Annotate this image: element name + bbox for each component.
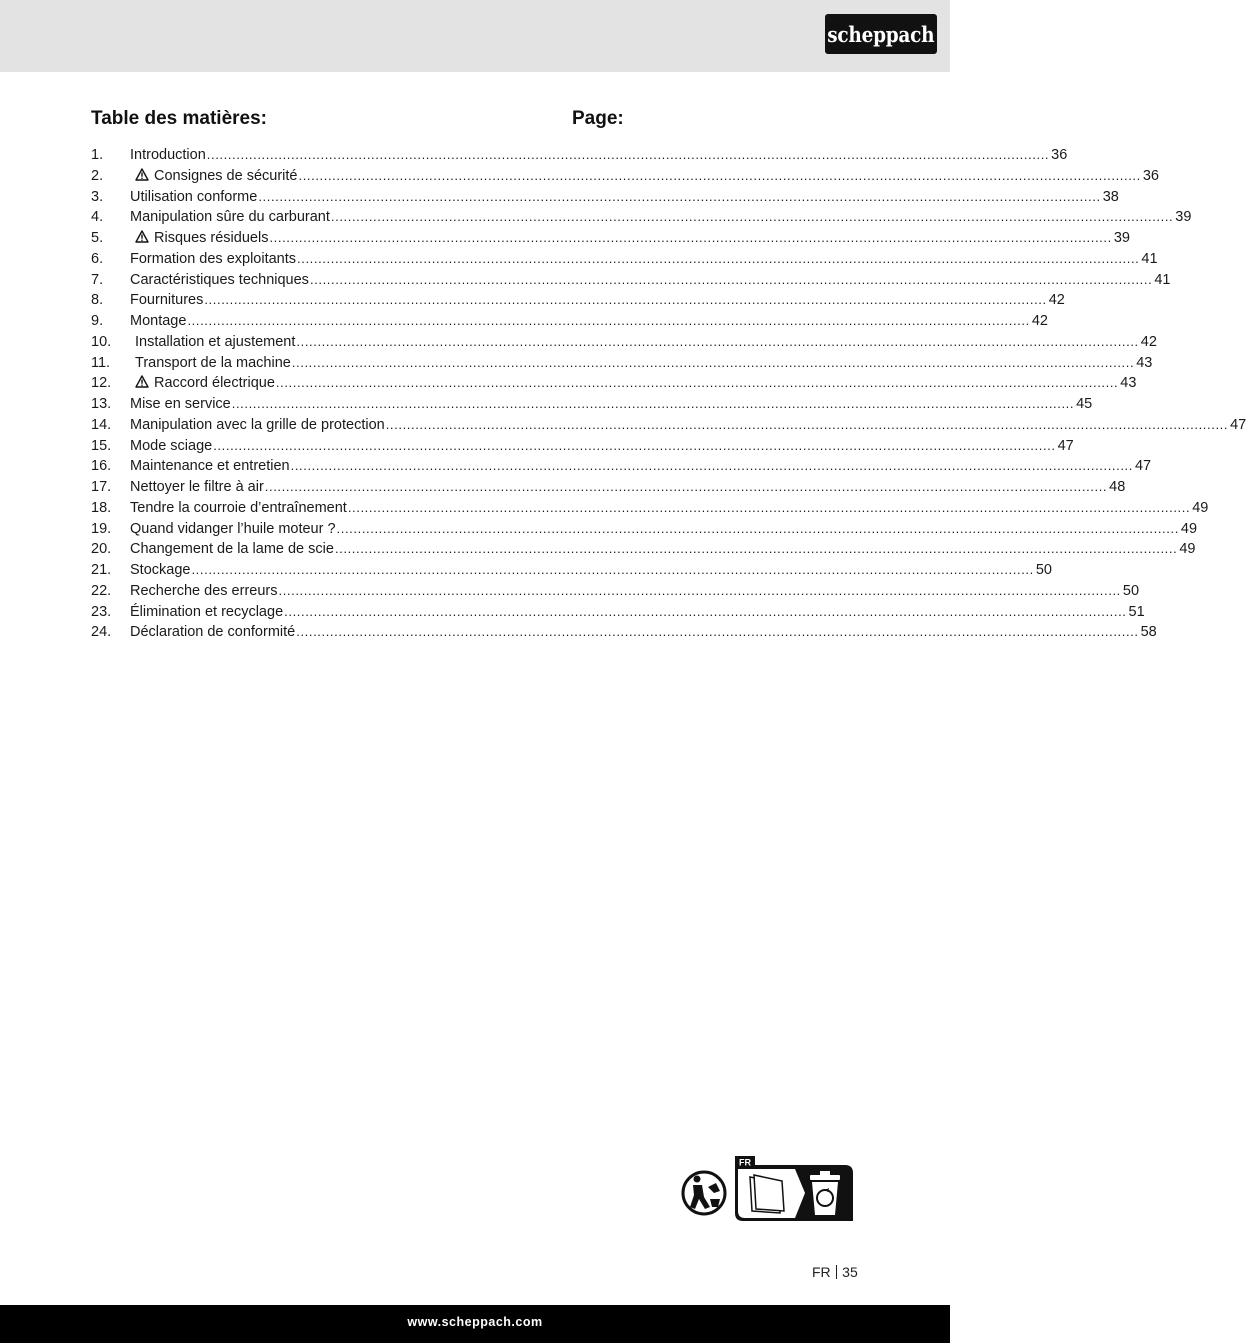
- toc-leader-dots: ........................................................................................................................................................................................................: [264, 479, 1108, 494]
- toc-leader-dots: ........................................................................................................................................................................................................: [187, 313, 1030, 328]
- toc-entry-number: 6.: [91, 250, 104, 267]
- toc-entry-label-text: Élimination et recyclage: [130, 603, 284, 620]
- toc-entry-label: [130, 436, 213, 457]
- toc-entry-number: 2.: [91, 167, 104, 184]
- toc-entry[interactable]: [91, 560, 1052, 581]
- toc-entry-page: 43: [1136, 354, 1153, 371]
- toc-entry-label: [130, 332, 296, 353]
- toc-leader-dots: ........................................................................................................................................................................................................: [269, 230, 1112, 245]
- toc-entry-label-text: Nettoyer le filtre à air: [130, 479, 264, 495]
- toc-entry-label-text: Caractéristiques techniques: [130, 271, 309, 288]
- toc-entry-label: [130, 602, 284, 623]
- toc-entry-number: 21.: [91, 562, 112, 578]
- toc-leader-dots: ........................................................................................................................................................................................................: [334, 541, 1178, 557]
- toc-entry[interactable]: [91, 519, 1198, 540]
- website-link[interactable]: www.scheppach.com: [407, 1315, 543, 1329]
- toc-entry-label: [130, 373, 276, 394]
- toc-entry-label-text: Tendre la courroie d’entraînement: [130, 499, 347, 516]
- toc-entry-number: 9.: [91, 313, 104, 329]
- toc-entry[interactable]: [91, 290, 1065, 311]
- toc-entry-number: 8.: [91, 292, 104, 309]
- toc-entry-label-text: Recherche des erreurs: [130, 582, 278, 599]
- toc-entry-page: 43: [1120, 375, 1137, 392]
- scheppach-logo: [825, 14, 937, 54]
- toc-entry[interactable]: [91, 498, 1209, 519]
- toc-entry-label: [130, 311, 187, 332]
- toc-entry-label: [130, 270, 310, 291]
- toc-list: [91, 145, 1246, 643]
- toc-leader-dots: ........................................................................................................................................................................................................: [258, 188, 1101, 204]
- toc-title: Table des matières:: [91, 108, 268, 129]
- toc-entry-label-text: Montage: [130, 313, 187, 329]
- toc-leader-dots: ........................................................................................................................................................................................................: [297, 250, 1140, 266]
- toc-entry[interactable]: [91, 539, 1196, 560]
- toc-entry[interactable]: [91, 145, 1068, 166]
- toc-entry-label-text: Mode sciage: [130, 437, 213, 454]
- toc-leader-dots: ........................................................................................................................................................................................................: [336, 520, 1179, 536]
- toc-leader-dots: ........................................................................................................................................................................................................: [330, 209, 1174, 225]
- toc-entry-page: 47: [1230, 416, 1246, 433]
- toc-entry-label-text: Risques résiduels: [154, 230, 269, 246]
- toc-entry-number: 10.: [91, 333, 112, 350]
- toc-entry-label: [130, 456, 291, 477]
- toc-entry-page: 41: [1154, 271, 1171, 288]
- toc-leader-dots: ........................................................................................................................................................................................................: [278, 582, 1121, 598]
- toc-entry-label-text: Manipulation avec la grille de protection: [130, 416, 385, 433]
- toc-leader-dots: ........................................................................................................................................................................................................: [298, 167, 1141, 183]
- country-tag: FR: [739, 1157, 751, 1168]
- footer-separator: [836, 1265, 838, 1279]
- toc-entry-label-text: Consignes de sécurité: [154, 167, 298, 184]
- toc-entry-page: 41: [1141, 250, 1158, 267]
- toc-entry-label-text: Manipulation sûre du carburant: [130, 209, 330, 226]
- toc-entry-number: 5.: [91, 230, 104, 246]
- recycling-bin-icon: [810, 1171, 840, 1215]
- toc-entry-number: 17.: [91, 479, 112, 495]
- toc-entry[interactable]: [91, 477, 1126, 498]
- toc-entry-page: 58: [1140, 624, 1157, 641]
- toc-entry-number: 1.: [91, 147, 104, 163]
- toc-entry-page: 38: [1102, 188, 1119, 205]
- toc-entry-label: [130, 290, 204, 311]
- toc-header: [91, 108, 631, 134]
- toc-entry-number: 24.: [91, 624, 112, 641]
- warning-icon: [135, 230, 149, 243]
- toc-entry-label: [130, 560, 191, 581]
- toc-entry[interactable]: [91, 187, 1119, 208]
- warning-icon: [135, 375, 149, 388]
- toc-entry-number: 4.: [91, 209, 104, 226]
- toc-entry[interactable]: [91, 602, 1145, 623]
- toc-entry-label-text: Fournitures: [130, 292, 204, 309]
- toc-leader-dots: ........................................................................................................................................................................................................: [231, 396, 1075, 411]
- toc-entry[interactable]: [91, 456, 1152, 477]
- toc-entry-page: 47: [1134, 458, 1152, 475]
- toc-leader-dots: ........................................................................................................................................................................................................: [204, 292, 1047, 308]
- toc-entry-page: 45: [1076, 396, 1093, 412]
- toc-entry-label-text: Utilisation conforme: [130, 188, 258, 205]
- toc-page-column-header: Page:: [572, 108, 624, 129]
- toc-entry[interactable]: [91, 332, 1157, 353]
- toc-entry-label: [130, 415, 386, 436]
- toc-entry[interactable]: [91, 207, 1192, 228]
- toc-leader-dots: ........................................................................................................................................................................................................: [296, 624, 1139, 640]
- toc-entry-number: 15.: [91, 437, 112, 454]
- toc-entry-label: [130, 477, 265, 498]
- toc-entry-page: 49: [1192, 499, 1209, 516]
- toc-entry-label: [130, 249, 297, 270]
- toc-entry-page: 50: [1122, 582, 1140, 599]
- toc-entry[interactable]: [91, 311, 1048, 332]
- toc-leader-dots: ........................................................................................................................................................................................................: [290, 458, 1133, 474]
- toc-entry-page: 49: [1180, 520, 1198, 537]
- toc-entry-label: [130, 145, 207, 166]
- logo-text: scheppach: [827, 21, 935, 47]
- toc-entry-label: [130, 519, 337, 540]
- toc-leader-dots: ........................................................................................................................................................................................................: [291, 354, 1135, 370]
- toc-leader-dots: ........................................................................................................................................................................................................: [296, 333, 1139, 349]
- toc-entry-label-text: Quand vidanger l’huile moteur ?: [130, 520, 336, 537]
- recycling-label: [680, 1155, 855, 1225]
- toc-entry-label-text: Raccord électrique: [154, 375, 275, 392]
- toc-entry[interactable]: [91, 622, 1157, 643]
- toc-leader-dots: ........................................................................................................................................................................................................: [206, 147, 1050, 162]
- toc-entry-label: [130, 187, 258, 208]
- toc-entry[interactable]: [91, 394, 1093, 415]
- toc-entry-number: 12.: [91, 375, 112, 392]
- toc-entry-label: [130, 353, 292, 374]
- toc-entry-page: 39: [1175, 209, 1192, 226]
- toc-entry-label-text: Stockage: [130, 562, 191, 578]
- toc-entry[interactable]: [91, 166, 1159, 187]
- toc-entry-page: 36: [1142, 167, 1159, 184]
- toc-entry-label: [130, 539, 335, 560]
- toc-entry-number: 19.: [91, 520, 112, 537]
- toc-entry-number: 14.: [91, 416, 112, 433]
- toc-entry-number: 13.: [91, 396, 112, 412]
- toc-entry[interactable]: [91, 581, 1140, 602]
- toc-entry-number: 20.: [91, 541, 112, 558]
- toc-leader-dots: ........................................................................................................................................................................................................: [213, 437, 1056, 453]
- toc-leader-dots: ........................................................................................................................................................................................................: [284, 603, 1127, 619]
- toc-entry[interactable]: [91, 249, 1158, 270]
- footer-page-number: 35: [842, 1264, 858, 1280]
- toc-entry[interactable]: [91, 436, 1074, 457]
- page-number: [812, 1264, 858, 1280]
- toc-entry-label-text: Maintenance et entretien: [130, 458, 290, 475]
- toc-entry-page: 47: [1057, 437, 1074, 454]
- toc-entry-number: 11.: [91, 354, 111, 371]
- toc-entry-label: [130, 166, 298, 187]
- toc-entry-page: 42: [1048, 292, 1065, 309]
- toc-entry-label: [130, 228, 269, 249]
- toc-leader-dots: ........................................................................................................................................................................................................: [309, 271, 1153, 287]
- toc-entry[interactable]: [91, 373, 1137, 394]
- toc-entry-page: 42: [1140, 333, 1157, 350]
- toc-entry-number: 22.: [91, 582, 112, 599]
- toc-entry-number: 18.: [91, 499, 112, 516]
- paper-sheets-icon: [750, 1175, 784, 1213]
- toc-entry[interactable]: [91, 270, 1171, 291]
- toc-entry-label: [130, 622, 296, 643]
- footer-bar: [0, 1305, 950, 1343]
- toc-leader-dots: ........................................................................................................................................................................................................: [191, 562, 1034, 577]
- triman-icon: [683, 1172, 725, 1214]
- toc-leader-dots: ........................................................................................................................................................................................................: [275, 375, 1119, 391]
- toc-entry-page: 50: [1035, 562, 1052, 578]
- warning-icon: [135, 168, 149, 181]
- toc-entry[interactable]: [91, 415, 1246, 436]
- toc-entry-label-text: Formation des exploitants: [130, 250, 297, 267]
- toc-entry-label: [130, 581, 279, 602]
- toc-entry-number: 7.: [91, 271, 104, 288]
- toc-entry[interactable]: [91, 353, 1153, 374]
- toc-entry[interactable]: [91, 228, 1130, 249]
- toc-entry-label-text: Déclaration de conformité: [130, 624, 296, 641]
- toc-entry-label: [130, 498, 348, 519]
- toc-entry-number: 16.: [91, 458, 112, 475]
- toc-entry-label-text: Installation et ajustement: [135, 333, 296, 350]
- header-band: [0, 0, 950, 72]
- toc-entry-page: 39: [1113, 230, 1130, 246]
- toc-entry-page: 36: [1051, 147, 1068, 163]
- toc-entry-page: 49: [1179, 541, 1196, 558]
- toc-entry-number: 3.: [91, 188, 104, 205]
- toc-entry-page: 51: [1128, 603, 1145, 620]
- toc-entry-page: 42: [1031, 313, 1048, 329]
- toc-entry-label: [130, 207, 331, 228]
- toc-entry-label-text: Transport de la machine: [135, 354, 291, 371]
- toc-entry-label-text: Introduction: [130, 147, 206, 163]
- footer-lang: FR: [812, 1264, 831, 1280]
- toc-entry-number: 23.: [91, 603, 112, 620]
- toc-leader-dots: ........................................................................................................................................................................................................: [385, 416, 1229, 432]
- toc-entry-page: 48: [1109, 479, 1126, 495]
- toc-leader-dots: ........................................................................................................................................................................................................: [347, 499, 1191, 515]
- toc-entry-label-text: Mise en service: [130, 396, 231, 412]
- toc-entry-label: [130, 394, 232, 415]
- toc-entry-label-text: Changement de la lame de scie: [130, 541, 334, 558]
